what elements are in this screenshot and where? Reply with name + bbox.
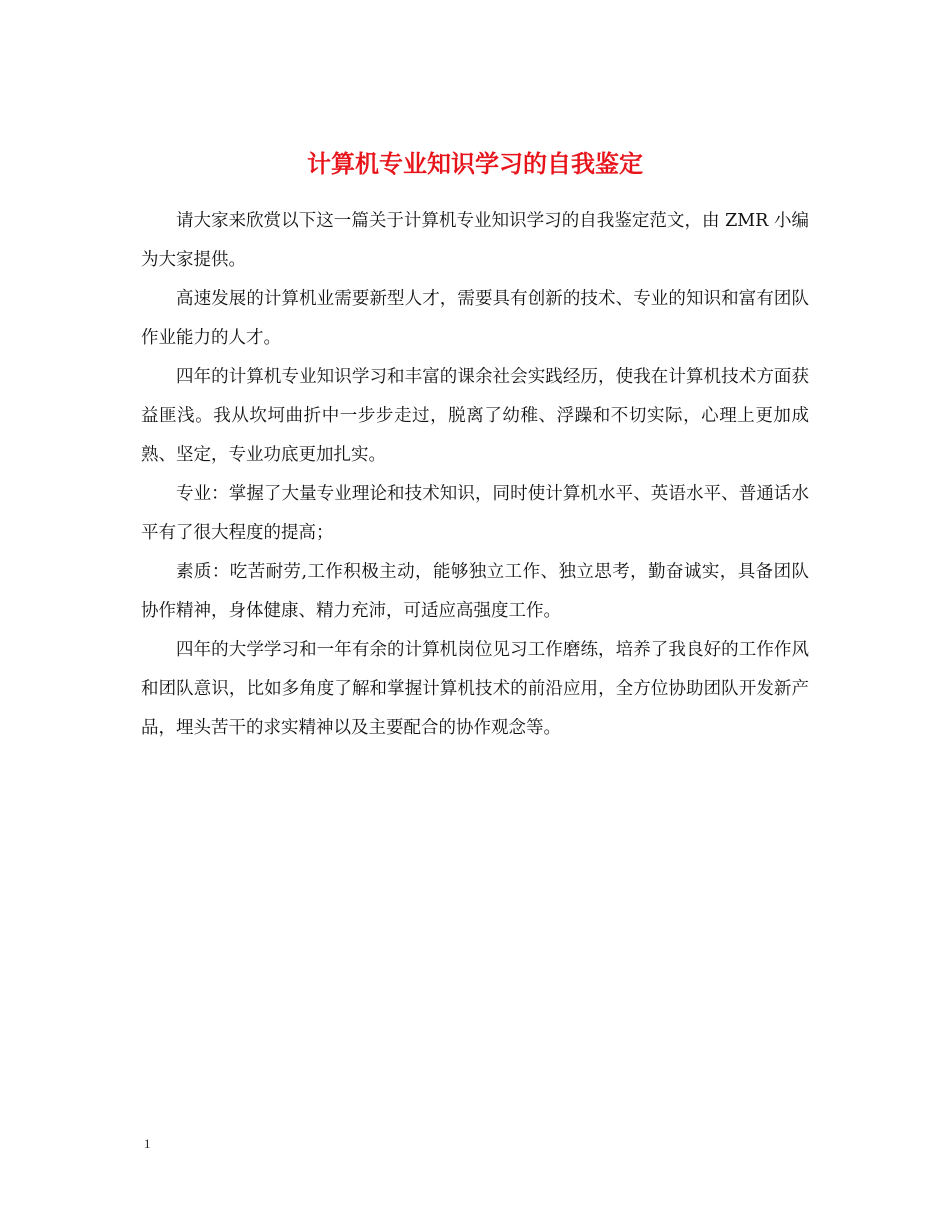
document-body: [141, 202, 809, 748]
page-number: 1: [144, 1136, 151, 1151]
paragraph-work-style: 四年的大学学习和一年有余的计算机岗位见习工作磨练，培养了我良好的工作作风和团队意识，比如多角度了解和掌握计算机技术的前沿应用，全方位协助团队开发新产品，埋头苦干的求实精神以及主要配合的协作观念等。: [141, 640, 809, 738]
paragraph-four-years-study: 四年的计算机专业知识学习和丰富的课余社会实践经历，使我在计算机技术方面获益匪浅。我从坎坷曲折中一步步走过，脱离了幼稚、浮躁和不切实际，心理上更加成熟、坚定，专业功底更加扎实。: [141, 367, 809, 465]
paragraph-professional: 专业：掌握了大量专业理论和技术知识，同时使计算机水平、英语水平、普通话水平有了很大程度的提高；: [141, 484, 809, 543]
paragraph-quality: 素质：吃苦耐劳,工作积极主动，能够独立工作、独立思考，勤奋诚实，具备团队协作精神，身体健康、精力充沛，可适应高强度工作。: [141, 562, 809, 621]
document-title: 计算机专业知识学习的自我鉴定: [307, 149, 643, 179]
paragraph-talent-demand: 高速发展的计算机业需要新型人才，需要具有创新的技术、专业的知识和富有团队作业能力的人才。: [141, 289, 809, 348]
paragraph-intro: 请大家来欣赏以下这一篇关于计算机专业知识学习的自我鉴定范文，由 ZMR 小编为大家提供。: [141, 211, 809, 270]
